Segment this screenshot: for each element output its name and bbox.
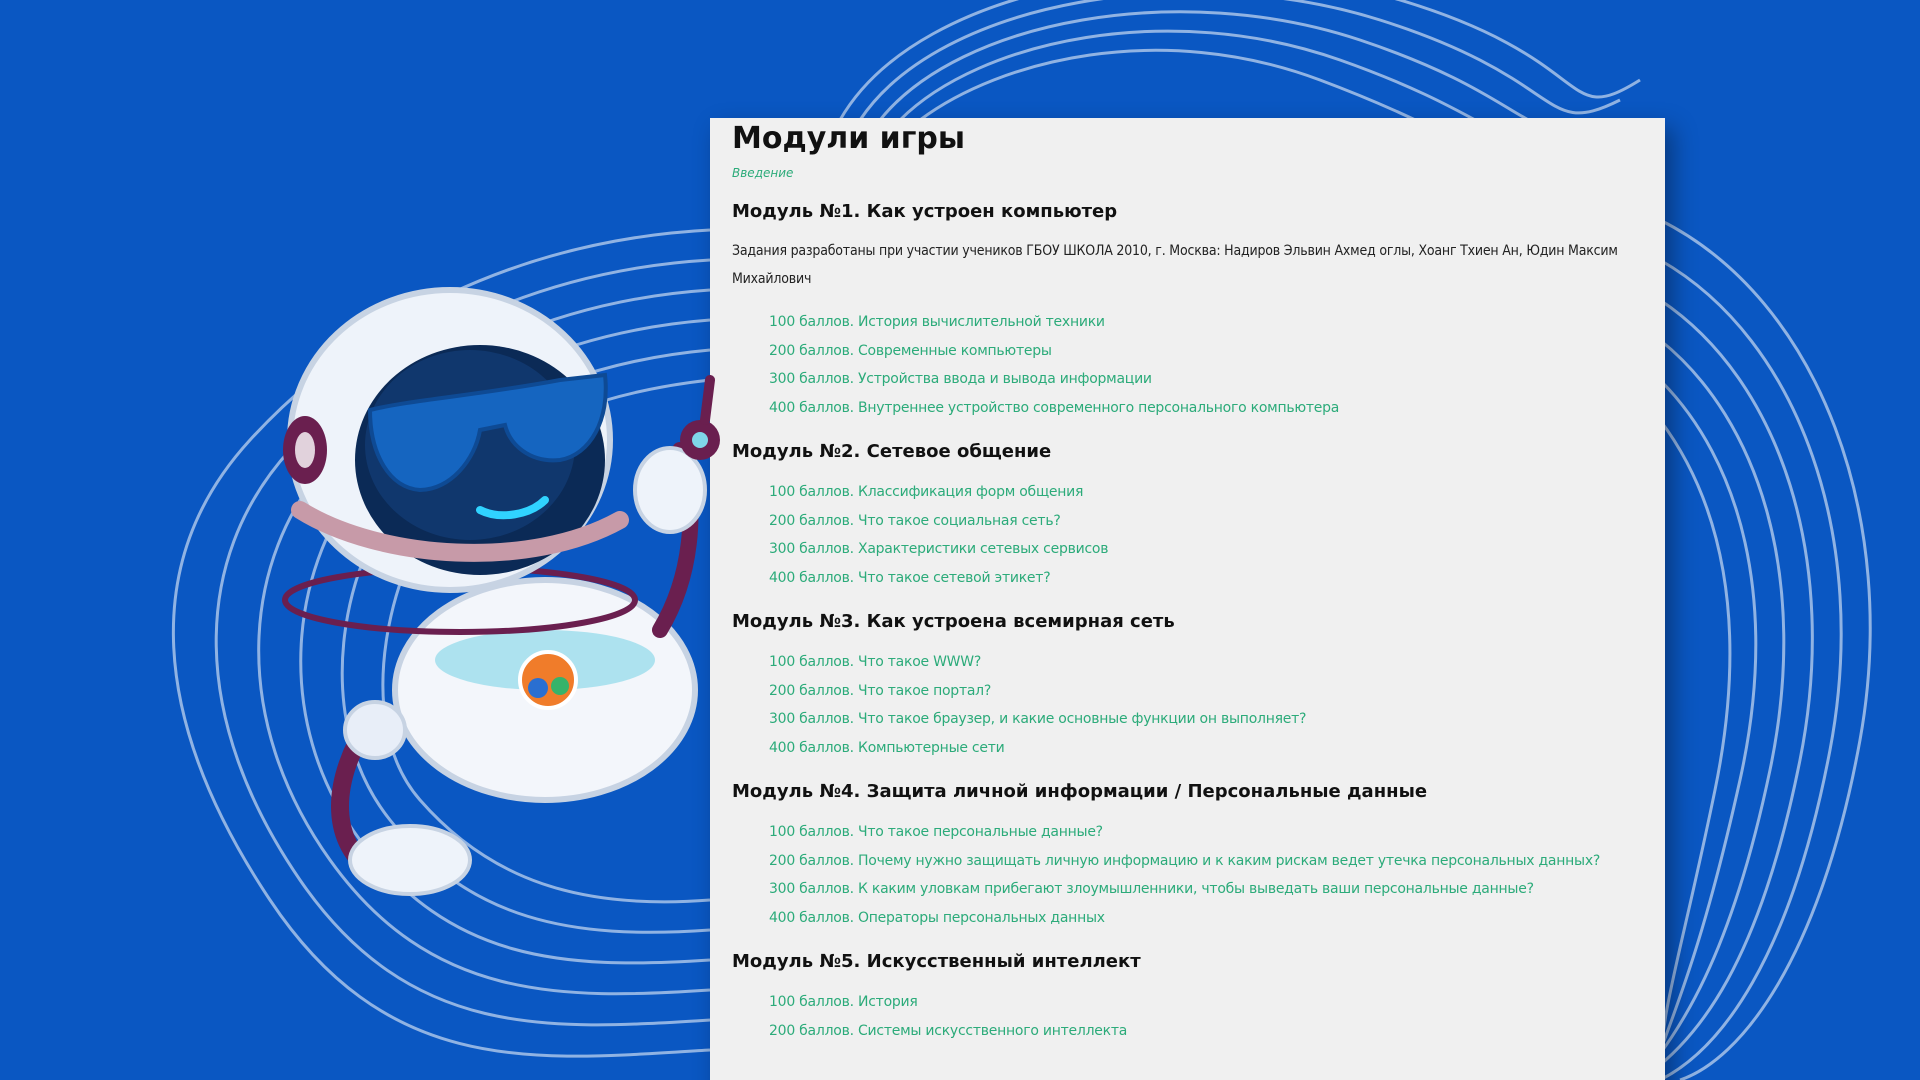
topic-link[interactable]: 400 баллов. Операторы персональных данных [769, 909, 1105, 926]
topic-link[interactable]: 100 баллов. История [769, 994, 918, 1010]
topic-list [732, 477, 1643, 591]
list-item [769, 817, 1643, 846]
list-item [769, 987, 1643, 1016]
module-1 [732, 201, 1643, 421]
topic-link[interactable]: 300 баллов. К каким уловкам прибегают злоумышленники, чтобы выведать ваши персональные данные? [769, 881, 1534, 897]
list-item [769, 506, 1643, 535]
list-item [769, 364, 1643, 393]
module-note: Задания разработаны при участии учеников ГБОУ ШКОЛА 2010, г. Москва: Надиров Эльвин Ахмед оглы, Хоанг Тхиен Ан, Юдин Максим Михайлович [732, 243, 1618, 287]
module-2 [732, 441, 1643, 591]
list-item [769, 307, 1643, 336]
topic-link[interactable]: 200 баллов. Что такое портал? [769, 682, 992, 699]
document-panel [710, 118, 1665, 1080]
list-item [769, 563, 1643, 592]
list-item [769, 534, 1643, 563]
list-item [769, 477, 1643, 506]
topic-link[interactable]: 200 баллов. Современные компьютеры [769, 342, 1052, 359]
topic-link[interactable]: 300 баллов. Характеристики сетевых сервисов [769, 541, 1109, 557]
topic-link[interactable]: 100 баллов. История вычислительной техники [769, 314, 1105, 330]
page-title: Модули игры [732, 121, 965, 156]
list-item [769, 393, 1643, 422]
list-item [769, 647, 1643, 676]
module-4 [732, 781, 1643, 931]
topic-link[interactable]: 300 баллов. Устройства ввода и вывода информации [769, 371, 1152, 387]
topic-list [732, 987, 1643, 1044]
module-3 [732, 611, 1643, 761]
topic-list [732, 647, 1643, 761]
badge-icon [520, 652, 576, 708]
topic-list [732, 307, 1643, 421]
topic-link[interactable]: 400 баллов. Что такое сетевой этикет? [769, 569, 1051, 586]
list-item [769, 733, 1643, 762]
list-item [769, 903, 1643, 932]
list-item [769, 336, 1643, 365]
intro-link[interactable]: Введение [732, 166, 794, 180]
module-5 [732, 951, 1643, 1044]
list-item [769, 874, 1643, 903]
module-title: Модуль №2. Сетевое общение [732, 441, 1052, 462]
list-item [769, 846, 1643, 875]
topic-link[interactable]: 100 баллов. Классификация форм общения [769, 484, 1084, 500]
topic-link[interactable]: 100 баллов. Что такое персональные данные? [769, 824, 1103, 840]
list-item [769, 676, 1643, 705]
topic-link[interactable]: 200 баллов. Системы искусственного интеллекта [769, 1022, 1128, 1039]
list-item [769, 1016, 1643, 1045]
topic-link[interactable]: 100 баллов. Что такое WWW? [769, 654, 982, 670]
module-title: Модуль №1. Как устроен компьютер [732, 201, 1118, 222]
module-title: Модуль №4. Защита личной информации / Персональные данные [732, 781, 1428, 802]
topic-link[interactable]: 400 баллов. Внутреннее устройство современного персонального компьютера [769, 399, 1340, 416]
topic-link[interactable]: 400 баллов. Компьютерные сети [769, 739, 1005, 756]
list-item [769, 704, 1643, 733]
astronaut-mascot [260, 280, 780, 900]
module-title: Модуль №3. Как устроена всемирная сеть [732, 611, 1175, 632]
topic-link[interactable]: 200 баллов. Почему нужно защищать личную информацию и к каким рискам ведет утечка персональных данных? [769, 852, 1601, 869]
topic-link[interactable]: 300 баллов. Что такое браузер, и какие основные функции он выполняет? [769, 711, 1307, 727]
module-title: Модуль №5. Искусственный интеллект [732, 951, 1141, 972]
topic-link[interactable]: 200 баллов. Что такое социальная сеть? [769, 512, 1061, 529]
topic-list [732, 817, 1643, 931]
